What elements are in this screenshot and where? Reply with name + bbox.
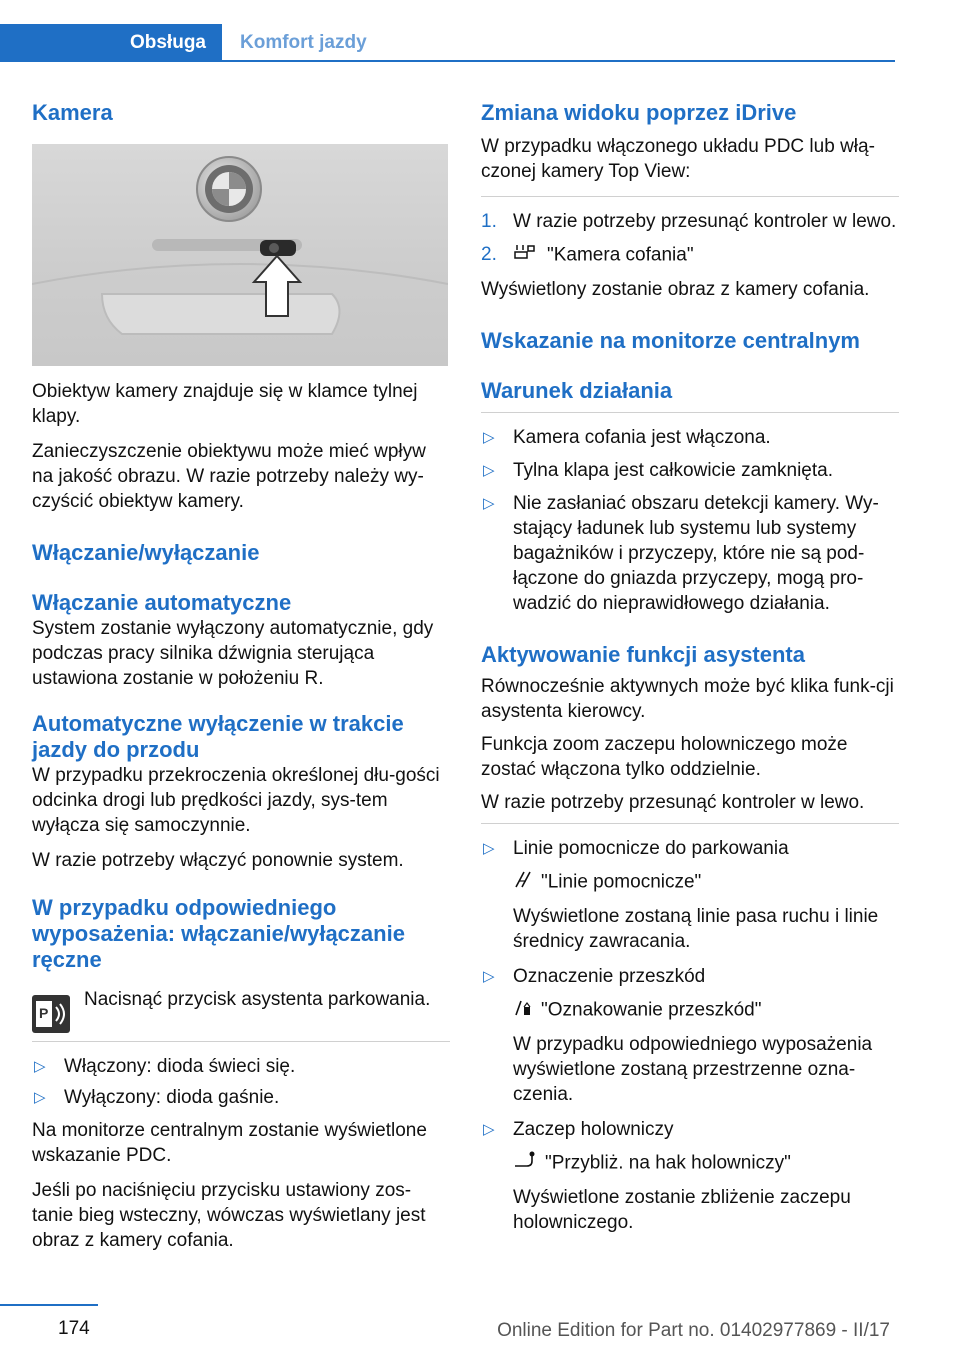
step-text: "Kamera cofania" [547, 244, 694, 266]
heading-wskazanie-monitor: Wskazanie na monitorze centralnym [481, 328, 860, 353]
step-item [481, 242, 899, 269]
step-number: 2. [481, 244, 497, 265]
heading-zmiana-widoku: Zmiana widoku poprzez iDrive [481, 100, 797, 125]
assist-option-row [513, 869, 899, 896]
triangle-bullet-icon: ▷ [483, 1121, 495, 1138]
divider [481, 412, 899, 413]
heading-automatyczne-wylaczenie: Automatyczne wyłączenie w trakcie jazdy do przodu [32, 711, 404, 762]
assist-item-desc: W przypadku odpowiedniego wyposażenia wyświetlone zostaną przestrzenne ozna-czenia. [513, 1034, 873, 1105]
paragraph: Wyświetlony zostanie obraz z kamery cofania. [481, 279, 870, 300]
heading-wlaczanie-automatyczne: Włączanie automatyczne [32, 590, 292, 615]
triangle-bullet-icon: ▷ [34, 1089, 46, 1106]
camera-photo-illustration [32, 144, 448, 366]
heading-aktywowanie-funkcji: Aktywowanie funkcji asystenta [481, 642, 805, 667]
assist-option-text: "Oznakowanie przeszkód" [541, 999, 762, 1021]
list-item [32, 1054, 450, 1079]
park-assist-row [32, 987, 450, 1033]
assist-item [481, 1117, 899, 1235]
step-item [481, 209, 899, 234]
rear-camera-view-icon [513, 242, 539, 269]
assist-option-row [513, 1150, 899, 1177]
camera-lens-icon [260, 240, 296, 256]
paragraph: Nacisnąć przycisk asystenta parkowania. [84, 989, 431, 1010]
divider [481, 196, 899, 197]
paragraph: W razie potrzeby przesunąć kontroler w lewo. [481, 792, 865, 813]
led-status-list [32, 1054, 450, 1110]
list-item-text: Tylna klapa jest całkowicie zamknięta. [513, 460, 833, 481]
assist-item [481, 964, 899, 1107]
footer-edition: Online Edition for Part no. 01402977869 - II/17 [497, 1320, 890, 1341]
triangle-bullet-icon: ▷ [483, 968, 495, 985]
tab-komfort-jazdy[interactable] [222, 24, 367, 61]
obstacle-marking-icon [513, 997, 533, 1024]
assist-item [481, 836, 899, 954]
triangle-bullet-icon: ▷ [483, 840, 495, 857]
heading-warunek-dzialania: Warunek działania [481, 378, 673, 403]
paragraph: System zostanie wyłączony automatycznie, gdy podczas pracy silnika dźwignia sterująca ustawiona zostanie w położeniu R. [32, 618, 434, 689]
paragraph: Funkcja zoom zaczepu holowniczego może zostać włączona tylko oddzielnie. [481, 734, 848, 780]
parking-lines-icon [513, 869, 533, 896]
step-text: W razie potrzeby przesunąć kontroler w lewo. [513, 211, 897, 232]
header-divider [0, 60, 895, 62]
svg-text:P: P [39, 1005, 49, 1021]
header-bar [0, 0, 895, 62]
conditions-list [481, 425, 899, 616]
assist-item-desc: Wyświetlone zostanie zbliżenie zaczepu holowniczego. [513, 1187, 851, 1233]
bmw-logo-icon [197, 157, 261, 221]
list-item-text: Nie zasłaniać obszaru detekcji kamery. Wy-stający ładunek lub systemu lub systemy bagażników i przyczepy, które nie są pod-łączone do gniazda przyczepy, mogą pro-wadzić do nieprawidłowego działania. [513, 493, 879, 614]
park-assist-button-icon [32, 995, 70, 1033]
list-item-text: Włączony: dioda świeci się. [64, 1056, 296, 1077]
triangle-bullet-icon: ▷ [483, 495, 495, 512]
paragraph: W przypadku włączonego układu PDC lub włą-czonej kamery Top View: [481, 136, 875, 182]
trailer-hitch-icon [513, 1150, 537, 1177]
list-item-text: Kamera cofania jest włączona. [513, 427, 771, 448]
paragraph: Jeśli po naciśnięciu przycisku ustawiony zos-tanie bieg wsteczny, wówczas wyświetlany jest obraz z kamery cofania. [32, 1180, 426, 1251]
assist-item-title: Zaczep holowniczy [513, 1119, 674, 1140]
assist-list [481, 836, 899, 1235]
list-item [481, 458, 899, 483]
camera-photo [32, 144, 448, 366]
list-item [481, 425, 899, 450]
steps-list [481, 209, 899, 269]
divider [32, 1041, 450, 1042]
heading-wlaczanie-wylaczanie: Włączanie/wyłączanie [32, 540, 260, 565]
triangle-bullet-icon: ▷ [483, 429, 495, 446]
left-column [32, 100, 450, 1253]
right-column [481, 100, 899, 1235]
triangle-bullet-icon: ▷ [483, 462, 495, 479]
assist-option-row [513, 997, 899, 1024]
tab-obsluga-label: Obsługa [129, 31, 206, 53]
list-item-text: Wyłączony: dioda gaśnie. [64, 1087, 280, 1108]
list-item [481, 491, 899, 616]
paragraph: Równocześnie aktywnych może być klika funk-cji asystenta kierowcy. [481, 676, 894, 722]
assist-item-desc: Wyświetlone zostaną linie pasa ruchu i linie średnicy zawracania. [513, 906, 879, 952]
page-number: 174 [58, 1318, 90, 1339]
paragraph: Zanieczyszczenie obiektywu może mieć wpływ na jakość obrazu. W razie potrzeby należy wy-czyścić obiektyw kamery. [32, 441, 426, 512]
tab-obsluga[interactable] [0, 24, 222, 61]
paragraph: Obiektyw kamery znajduje się w klamce tylnej klapy. [32, 381, 418, 427]
divider [481, 823, 899, 824]
section-title-kamera: Kamera [32, 100, 113, 125]
assist-item-title: Linie pomocnicze do parkowania [513, 838, 789, 859]
paragraph: W przypadku przekroczenia określonej dłu-gości odcinka drogi lub prędkości jazdy, sys-tem wyłącza się samoczynnie. [32, 765, 440, 836]
tab-komfort-jazdy-label: Komfort jazdy [240, 31, 367, 53]
triangle-bullet-icon: ▷ [34, 1058, 46, 1075]
assist-option-text: "Linie pomocnicze" [541, 871, 702, 893]
paragraph: W razie potrzeby włączyć ponownie system. [32, 850, 404, 871]
list-item [32, 1085, 450, 1110]
paragraph: Na monitorze centralnym zostanie wyświetlone wskazanie PDC. [32, 1120, 427, 1166]
assist-option-text: "Przybliż. na hak holowniczy" [545, 1152, 791, 1174]
assist-item-title: Oznaczenie przeszkód [513, 966, 706, 987]
page-number-rule [0, 1304, 98, 1306]
step-number: 1. [481, 211, 497, 232]
heading-reczne: W przypadku odpowiedniego wyposażenia: włączanie/wyłączanie ręczne [32, 895, 405, 972]
